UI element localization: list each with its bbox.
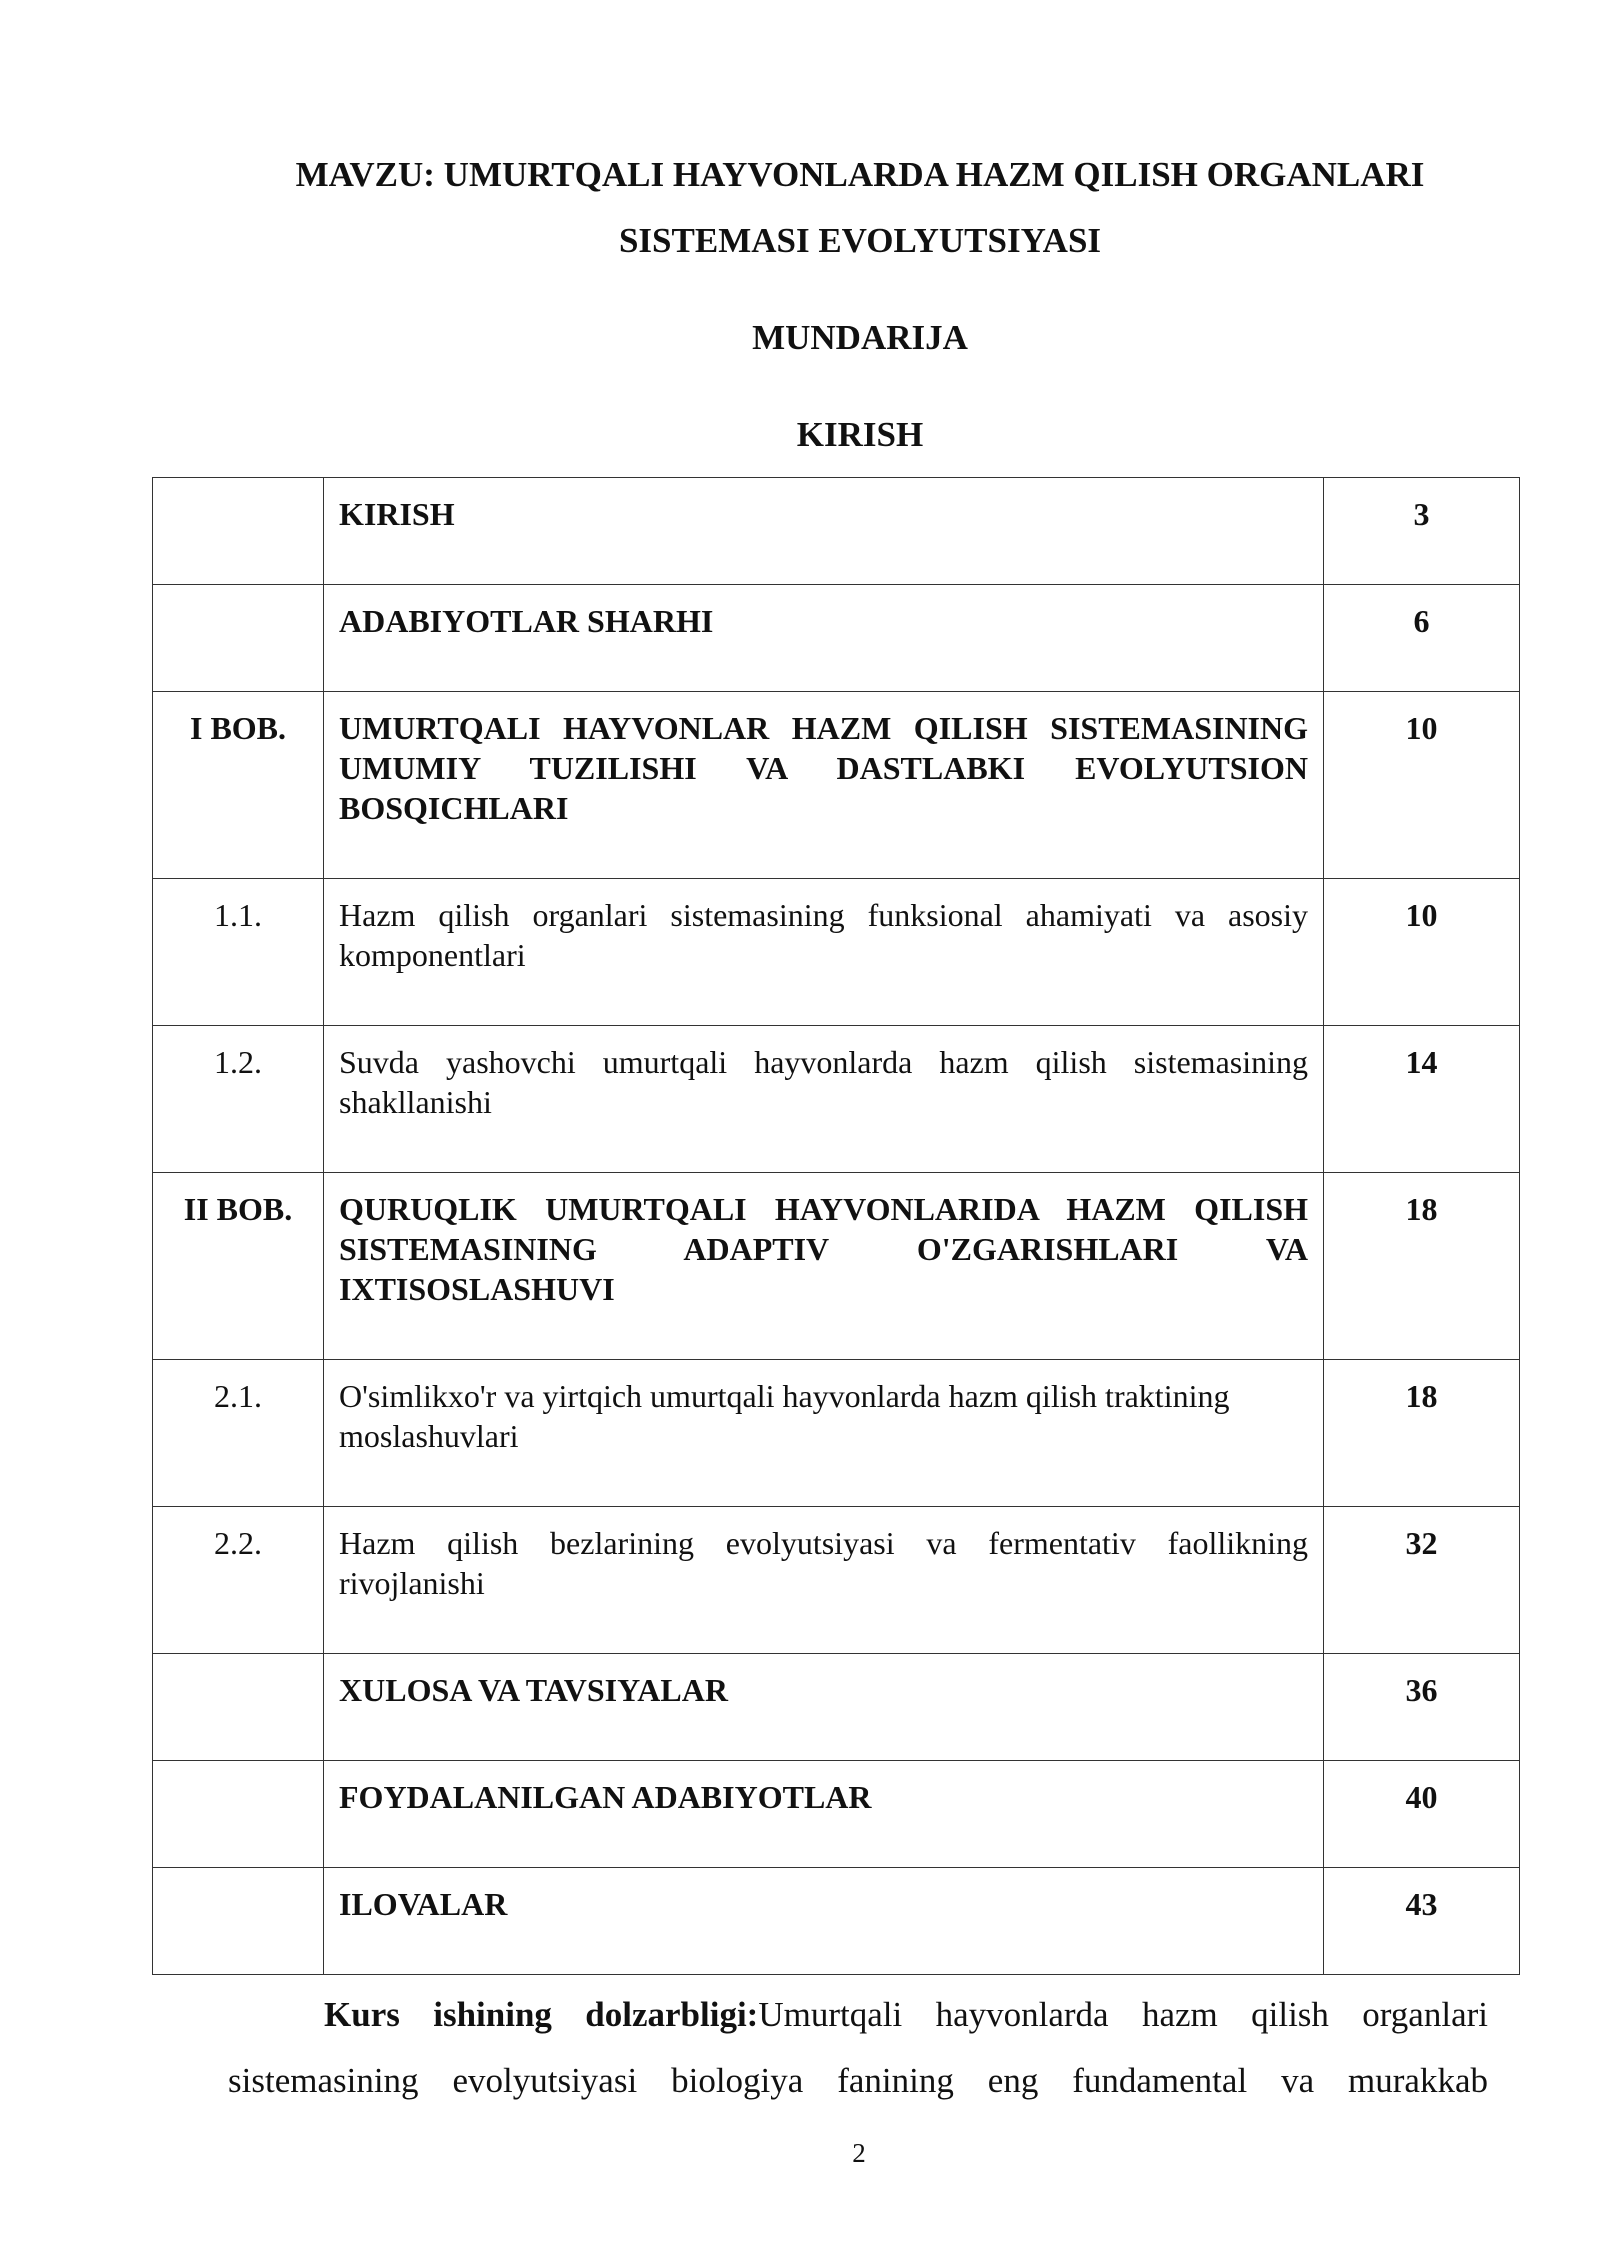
document-title-line2: SISTEMASI EVOLYUTSIYASI [618, 221, 1102, 260]
toc-row [153, 692, 1520, 879]
toc-section-number [153, 1654, 324, 1761]
toc-page-number: 6 [1324, 585, 1520, 692]
toc-row [153, 478, 1520, 585]
toc-row [153, 1868, 1520, 1975]
relevance-text: Umurtqali hayvonlarda hazm qilish organlari [758, 1995, 1488, 2034]
toc-section-title: O'simlikxo'r va yirtqich umurtqali hayvonlarda hazm qilish traktining moslashuvlari [324, 1360, 1324, 1507]
relevance-paragraph-line2: sistemasining evolyutsiyasi biologiya fanining eng fundamental va murakkab [228, 2061, 1488, 2100]
toc-row [153, 585, 1520, 692]
toc-page-number: 14 [1324, 1026, 1520, 1173]
toc-section-number [153, 585, 324, 692]
toc-section-number: I BOB. [153, 692, 324, 879]
page-number: 2 [852, 2138, 866, 2168]
toc-row [153, 879, 1520, 1026]
toc-section-title: Hazm qilish bezlarining evolyutsiyasi va fermentativ faollikning rivojlanishi [324, 1507, 1324, 1654]
toc-page-number: 43 [1324, 1868, 1520, 1975]
toc-section-title: UMURTQALI HAYVONLAR HAZM QILISH SISTEMASINING UMUMIY TUZILISHI VA DASTLABKI EVOLYUTSION BOSQICHLARI [324, 692, 1324, 879]
intro-heading: KIRISH [796, 415, 924, 454]
relevance-lead: Kurs ishining dolzarbligi: [324, 1995, 759, 2034]
toc-section-title: KIRISH [324, 478, 1324, 585]
toc-page-number: 3 [1324, 478, 1520, 585]
toc-section-title: Suvda yashovchi umurtqali hayvonlarda hazm qilish sistemasining shakllanishi [324, 1026, 1324, 1173]
toc-section-number [153, 1761, 324, 1868]
toc-row [153, 1360, 1520, 1507]
toc-page-number: 10 [1324, 692, 1520, 879]
toc-row [153, 1761, 1520, 1868]
toc-section-title: ADABIYOTLAR SHARHI [324, 585, 1324, 692]
toc-row [153, 1173, 1520, 1360]
toc-row [153, 1507, 1520, 1654]
toc-page-number: 18 [1324, 1360, 1520, 1507]
contents-heading: MUNDARIJA [752, 318, 968, 357]
toc-page-number: 36 [1324, 1654, 1520, 1761]
toc-section-number: 1.1. [153, 879, 324, 1026]
toc-row [153, 1026, 1520, 1173]
toc-section-number: 1.2. [153, 1026, 324, 1173]
toc-section-number [153, 478, 324, 585]
toc-section-title: FOYDALANILGAN ADABIYOTLAR [324, 1761, 1324, 1868]
toc-section-title: QURUQLIK UMURTQALI HAYVONLARIDA HAZM QILISH SISTEMASINING ADAPTIV O'ZGARISHLARI VA IXTISOSLASHUVI [324, 1173, 1324, 1360]
toc-row [153, 1654, 1520, 1761]
toc-section-title: Hazm qilish organlari sistemasining funksional ahamiyati va asosiy komponentlari [324, 879, 1324, 1026]
relevance-paragraph-line1 [324, 1982, 1488, 2048]
toc-section-title: ILOVALAR [324, 1868, 1324, 1975]
toc-section-number: 2.2. [153, 1507, 324, 1654]
toc-page-number: 18 [1324, 1173, 1520, 1360]
toc-section-number: II BOB. [153, 1173, 324, 1360]
toc-page-number: 32 [1324, 1507, 1520, 1654]
toc-section-number [153, 1868, 324, 1975]
toc-section-title: XULOSA VA TAVSIYALAR [324, 1654, 1324, 1761]
toc-page-number: 40 [1324, 1761, 1520, 1868]
table-of-contents [152, 477, 1520, 1975]
toc-page-number: 10 [1324, 879, 1520, 1026]
toc-section-number: 2.1. [153, 1360, 324, 1507]
document-title-line1: MAVZU: UMURTQALI HAYVONLARDA HAZM QILISH ORGANLARI [295, 155, 1425, 194]
